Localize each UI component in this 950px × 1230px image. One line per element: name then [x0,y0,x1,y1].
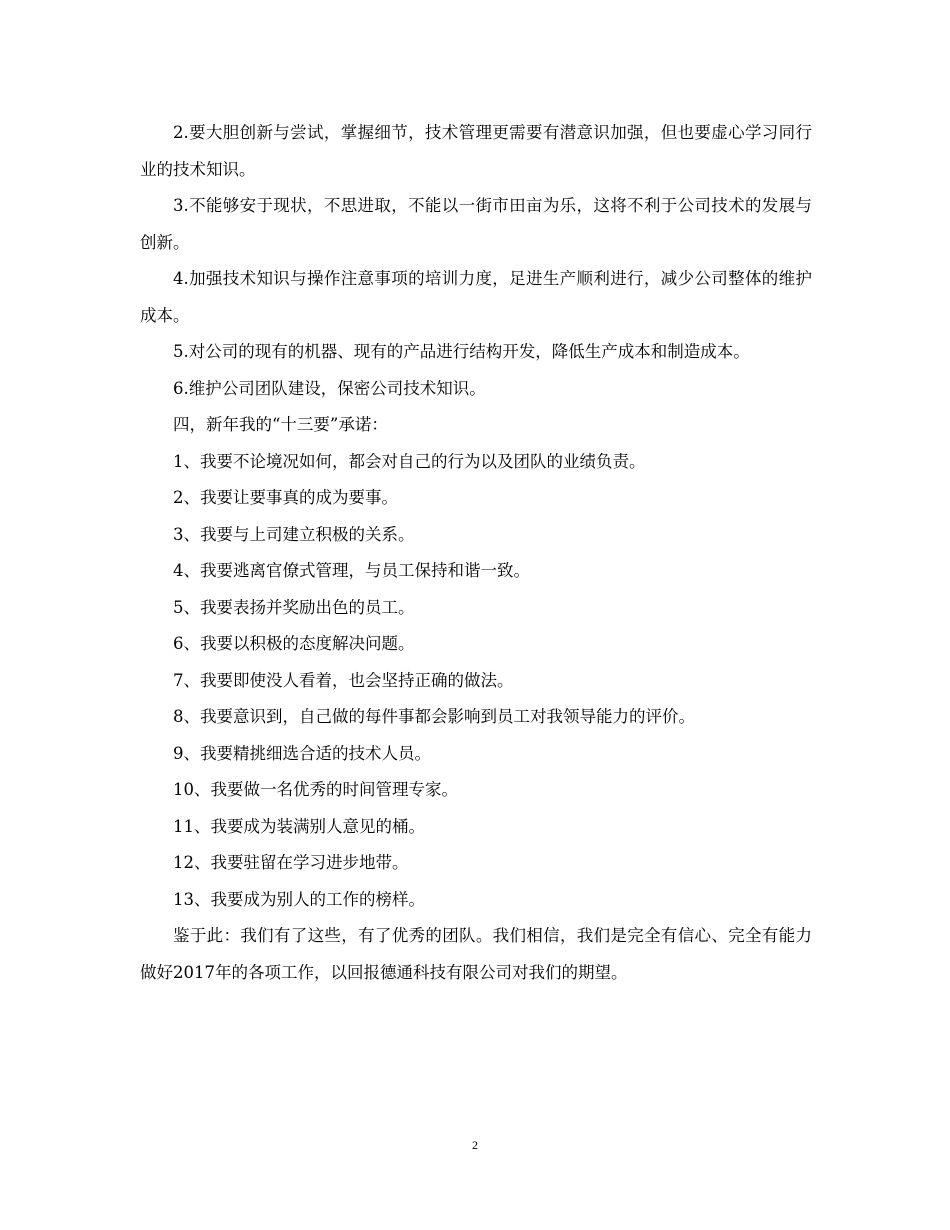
pledge-item-5: 5、我要表扬并奖励出色的员工。 [173,597,415,617]
paragraph-item-4: 4.加强技术知识与操作注意事项的培训力度，足进生产顺利进行，减少公司整体的维护成本。 [140,269,812,325]
pledge-item-1: 1、我要不论境况如何，都会对自己的行为以及团队的业绩负责。 [173,451,646,471]
pledge-item-11: 11、我要成为装满别人意见的桶。 [173,816,425,836]
pledge-item-8: 8、我要意识到，自己做的每件事都会影响到员工对我领导能力的评价。 [173,707,695,726]
pledge-item-13: 13、我要成为别人的工作的榜样。 [173,889,425,909]
paragraph-item-6: 6.维护公司团队建设，保密公司技术知识。 [173,378,486,398]
section-heading-four: 四，新年我的“十三要”承诺： [173,415,388,434]
document-body [140,115,812,991]
closing-paragraph: 鉴于此：我们有了这些，有了优秀的团队。我们相信，我们是完全有信心、完全有能力做好2017年的各项工作，以回报德通科技有限公司对我们的期望。 [140,926,812,982]
pledge-item-6: 6、我要以积极的态度解决问题。 [173,634,415,653]
pledge-item-9: 9、我要精挑细选合适的技术人员。 [173,743,431,763]
pledge-item-10: 10、我要做一名优秀的时间管理专家。 [173,780,458,799]
pledge-item-12: 12、我要驻留在学习进步地带。 [173,853,409,872]
page-number: 2 [472,1138,478,1152]
pledge-item-7: 7、我要即使没人看着，也会坚持正确的做法。 [173,670,514,690]
paragraph-item-3: 3.不能够安于现状，不思进取，不能以一街市田亩为乐，这将不利于公司技术的发展与创新。 [140,196,812,252]
pledge-item-2: 2、我要让要事真的成为要事。 [173,488,398,507]
pledge-item-3: 3、我要与上司建立积极的关系。 [173,524,415,544]
paragraph-item-2: 2.要大胆创新与尝试，掌握细节，技术管理更需要有潜意识加强，但也要虚心学习同行业的技术知识。 [140,123,812,179]
pledge-item-4: 4、我要逃离官僚式管理，与员工保持和谐一致。 [173,561,530,580]
paragraph-item-5: 5.对公司的现有的机器、现有的产品进行结构开发，降低生产成本和制造成本。 [173,342,750,361]
